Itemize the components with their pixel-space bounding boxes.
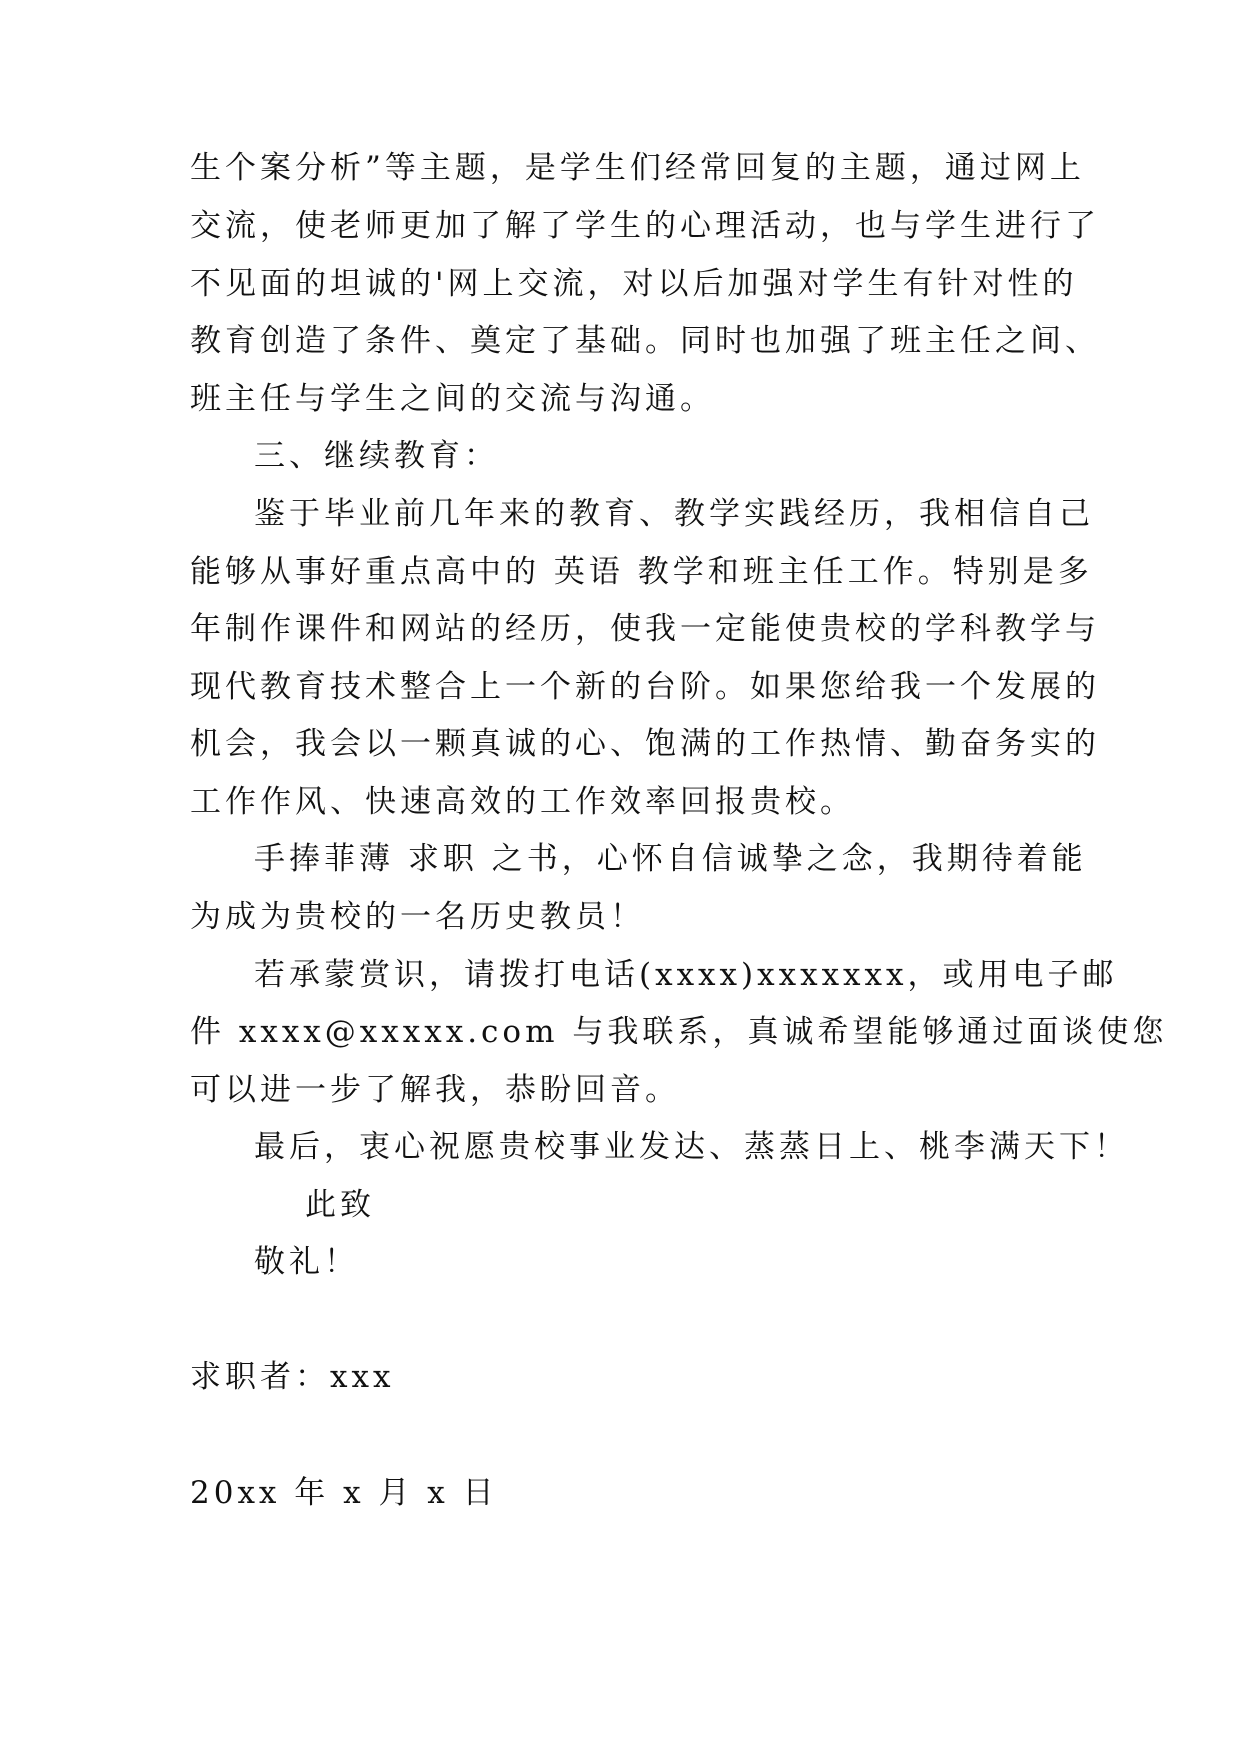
- body-line: 件 xxxx@xxxxx.com 与我联系，真诚希望能够通过面谈使您: [190, 1014, 1168, 1050]
- closing-wish: 最后，衷心祝愿贵校事业发达、蒸蒸日上、桃李满天下！: [254, 1129, 1129, 1165]
- letter-date: 20xx 年 x 月 x 日: [190, 1475, 498, 1511]
- body-line: 手捧菲薄 求职 之书，心怀自信诚挚之念，我期待着能: [254, 841, 1087, 877]
- body-line: 不见面的坦诚的'网上交流，对以后加强对学生有针对性的: [190, 266, 1078, 302]
- section-heading: 三、继续教育：: [254, 438, 499, 474]
- body-line: 可以进一步了解我，恭盼回音。: [190, 1072, 680, 1108]
- body-line: 年制作课件和网站的经历，使我一定能使贵校的学科教学与: [190, 611, 1100, 647]
- body-line: 机会，我会以一颗真诚的心、饱满的工作热情、勤奋务实的: [190, 726, 1100, 762]
- body-line: 工作作风、快速高效的工作效率回报贵校。: [190, 784, 855, 820]
- signature-applicant: 求职者：xxx: [190, 1359, 395, 1395]
- body-line: 能够从事好重点高中的 英语 教学和班主任工作。特别是多: [190, 554, 1093, 590]
- body-line: 生个案分析”等主题，是学生们经常回复的主题，通过网上: [190, 150, 1085, 186]
- salutation-ci-zhi: 此致: [305, 1187, 375, 1223]
- body-line: 交流，使老师更加了解了学生的心理活动，也与学生进行了: [190, 208, 1100, 244]
- body-line: 教育创造了条件、奠定了基础。同时也加强了班主任之间、: [190, 323, 1100, 359]
- body-line: 若承蒙赏识，请拨打电话(xxxx)xxxxxxx，或用电子邮: [254, 957, 1118, 993]
- body-line: 现代教育技术整合上一个新的台阶。如果您给我一个发展的: [190, 669, 1100, 705]
- body-line: 班主任与学生之间的交流与沟通。: [190, 381, 715, 417]
- body-line: 鉴于毕业前几年来的教育、教学实践经历，我相信自己: [254, 496, 1094, 532]
- salutation-jing-li: 敬礼！: [254, 1244, 359, 1280]
- body-line: 为成为贵校的一名历史教员！: [190, 899, 645, 935]
